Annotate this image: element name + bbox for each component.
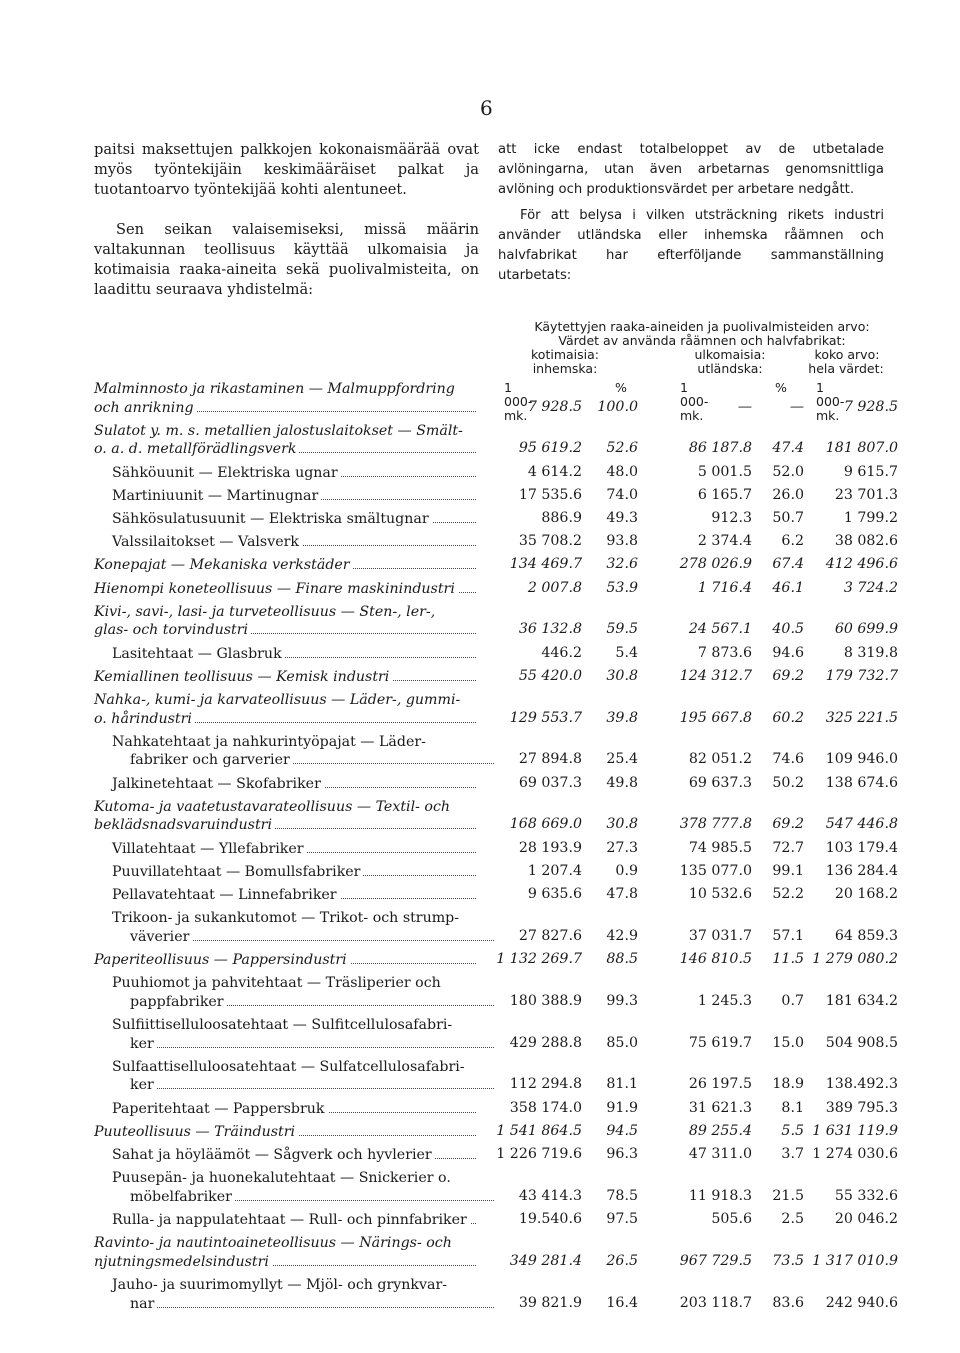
cell-value: 28 193.9 — [518, 839, 582, 856]
cell-value: 179 732.7 — [825, 667, 898, 684]
table-title-sv: Värdet av använda råämnen och halvfabrikat: — [558, 333, 846, 348]
row-label-text: Puuteollisuus — Träindustri — [94, 1124, 298, 1140]
row-label-text: o. a. d. metallförädlingsverk — [94, 441, 299, 457]
cell-value: 6.2 — [781, 533, 804, 550]
row-label-line — [94, 556, 484, 574]
cell-value: 86 187.8 — [688, 440, 752, 457]
row-label-line — [112, 1058, 484, 1076]
cell-value: 25.4 — [606, 751, 638, 768]
cell-value: 55 332.6 — [834, 1187, 898, 1204]
cell-value: 505.6 — [711, 1211, 752, 1227]
cell-value: 52.6 — [606, 440, 638, 457]
cell-value: 31 621.3 — [688, 1099, 752, 1116]
left-intro-text — [94, 140, 479, 300]
cell-value: 1 226 719.6 — [496, 1146, 582, 1162]
row-label-line — [94, 1234, 484, 1252]
cell-value: 47.8 — [606, 886, 638, 902]
cell-value: 72.7 — [772, 839, 804, 856]
cell-value: 378 777.8 — [679, 816, 752, 833]
row-label-line — [130, 751, 502, 769]
cell-value: 358 174.0 — [509, 1099, 582, 1116]
cell-value: 4 614.2 — [527, 463, 582, 480]
row-label-text: Sulfaattiselluloosatehtaat — Sulfatcellulosafabri- — [112, 1059, 468, 1075]
cell-value: 0.9 — [615, 862, 638, 879]
cell-value: 138 674.6 — [825, 774, 898, 791]
cell-value: 88.5 — [606, 951, 638, 967]
row-label-line — [112, 1146, 484, 1164]
cell-value: 42.9 — [606, 927, 638, 944]
row-label-line — [94, 798, 484, 816]
cell-value: 389 795.3 — [825, 1099, 898, 1116]
row-label-line — [112, 645, 484, 663]
cell-value: — — [789, 398, 804, 415]
cell-value: 26.0 — [772, 486, 804, 503]
row-label-line — [130, 1076, 502, 1094]
row-label-line — [112, 1169, 484, 1187]
row-label-line — [94, 1253, 484, 1271]
row-label-text: väverier — [130, 929, 192, 945]
cell-value: 5.4 — [615, 644, 638, 661]
cell-value: 504 908.5 — [825, 1034, 898, 1051]
cell-value: 7 928.5 — [843, 398, 898, 415]
cell-value: 1 317 010.9 — [812, 1252, 898, 1269]
cell-value: 17 535.6 — [518, 486, 582, 503]
row-label-text: Sulatot y. m. s. metallien jalostuslaitokset — Smält- — [94, 423, 466, 439]
left-paragraph-2: Sen seikan valaisemiseksi, missä määrin valtakunnan teollisuus käyttää ulkomaisia ja kotimaisia raaka-aineita sekä puolivalmisteita, on laadittu seuraava yhdistelmä: — [94, 221, 479, 298]
row-label-line — [112, 840, 484, 858]
cell-value: 18.9 — [772, 1076, 804, 1093]
cell-value: 50.2 — [772, 774, 804, 791]
cell-value: 146 810.5 — [679, 951, 752, 967]
row-label-line — [94, 422, 484, 440]
cell-value: 7 928.5 — [527, 398, 582, 415]
row-label-line — [112, 487, 484, 505]
cell-value: 39 821.9 — [518, 1294, 582, 1311]
row-label-line — [130, 993, 502, 1011]
cell-value: 74 985.5 — [688, 839, 752, 856]
row-label-line — [94, 691, 484, 709]
right-intro-text — [498, 140, 884, 286]
unit-pct-2: % — [775, 380, 787, 395]
cell-value: 36 132.8 — [518, 621, 582, 638]
row-label-line — [112, 1016, 484, 1034]
cell-value: 47.4 — [772, 440, 804, 457]
cell-value: 20 168.2 — [834, 886, 898, 902]
row-label-line — [112, 863, 484, 881]
cell-value: 94.5 — [606, 1122, 638, 1139]
row-label-line — [94, 399, 484, 417]
row-label-line — [94, 816, 484, 834]
row-label-text: Malminnosto ja rikastaminen — Malmuppfordring — [94, 381, 458, 397]
cell-value: 30.8 — [606, 667, 638, 684]
cell-value: 8 319.8 — [843, 644, 898, 661]
cell-value: 60 699.9 — [834, 621, 898, 638]
row-label-text: Kemiallinen teollisuus — Kemisk industri — [94, 669, 392, 685]
row-label-text: Ravinto- ja nautintoaineteollisuus — Närings- och — [94, 1235, 455, 1251]
cell-value: 1 631 119.9 — [812, 1122, 898, 1139]
row-label-line — [94, 1123, 484, 1141]
row-label-line — [112, 775, 484, 793]
row-label-text: och anrikning — [94, 400, 197, 416]
cell-value: 103 179.4 — [825, 839, 898, 856]
cell-value: 99.3 — [606, 992, 638, 1009]
cell-value: 168 669.0 — [509, 816, 582, 833]
cell-value: 59.5 — [606, 621, 638, 638]
cell-value: 60.2 — [772, 709, 804, 726]
cell-value: 1 207.4 — [527, 862, 582, 879]
cell-value: 37 031.7 — [688, 927, 752, 944]
row-label-line — [94, 951, 484, 969]
cell-value: 19.540.6 — [518, 1211, 582, 1227]
unit-mk-3: 1 000-mk. — [816, 380, 845, 423]
cell-value: 7 873.6 — [697, 644, 752, 661]
row-label-text: möbelfabriker — [130, 1189, 235, 1205]
row-label-text: Valssilaitokset — Valsverk — [112, 534, 302, 550]
cell-value: 136 284.4 — [825, 862, 898, 879]
cell-value: 24 567.1 — [688, 621, 752, 638]
cell-value: 64 859.3 — [834, 927, 898, 944]
row-label-line — [112, 733, 484, 751]
row-label-line — [130, 1035, 502, 1053]
right-paragraph-1: att icke endast totalbeloppet av de utbetalade avlöningarna, utan även arbetarnas genomsnittliga avlöning och produktionsvärdet per arbetare nedgått. — [498, 142, 884, 197]
cell-value: 83.6 — [772, 1294, 804, 1311]
cell-value: 181 634.2 — [825, 992, 898, 1009]
row-label-text: Martiniuunit — Martinugnar — [112, 488, 321, 504]
page-number: 6 — [480, 96, 493, 120]
row-label-line — [112, 1276, 484, 1294]
row-label-line — [94, 380, 484, 398]
cell-value: 27 894.8 — [518, 751, 582, 768]
unit-mk-1: 1 000-mk. — [504, 380, 533, 423]
row-label-line — [94, 621, 484, 639]
cell-value: 67.4 — [772, 556, 804, 573]
cell-value: 1 279 080.2 — [812, 951, 898, 967]
cell-value: 195 667.8 — [679, 709, 752, 726]
row-label-text: o. hårindustri — [94, 711, 195, 727]
row-label-line — [94, 668, 484, 686]
cell-value: 181 807.0 — [825, 440, 898, 457]
row-label-text: Nahkatehtaat ja nahkurintyöpajat — Läder- — [112, 734, 429, 750]
leader-dots — [130, 1047, 494, 1048]
cell-value: 53.9 — [606, 579, 638, 596]
col-head-hela: hela värdet: — [808, 361, 884, 376]
cell-value: 429 288.8 — [509, 1034, 582, 1051]
row-label-line — [112, 1211, 484, 1229]
row-label-text: Puuvillatehtaat — Bomullsfabriker — [112, 864, 363, 880]
row-label-text: Puusepän- ja huonekalutehtaat — Snickerier o. — [112, 1170, 454, 1186]
row-label-line — [130, 1295, 502, 1313]
col-head-ulkomaisia: ulkomaisia: — [694, 347, 766, 362]
cell-value: 8.1 — [781, 1099, 804, 1116]
cell-value: 138.492.3 — [825, 1076, 898, 1093]
cell-value: 9 615.7 — [843, 463, 898, 480]
row-label-text: Paperiteollisuus — Pappersindustri — [94, 952, 350, 968]
col-head-kotimaisia: kotimaisia: — [531, 347, 599, 362]
cell-value: 32.6 — [606, 556, 638, 573]
cell-value: 27.3 — [606, 839, 638, 856]
cell-value: 1 541 864.5 — [496, 1122, 582, 1139]
cell-value: 30.8 — [606, 816, 638, 833]
cell-value: 135 077.0 — [679, 862, 752, 879]
cell-value: 129 553.7 — [509, 709, 582, 726]
cell-value: 6 165.7 — [697, 486, 752, 503]
row-label-line — [112, 909, 484, 927]
cell-value: 57.1 — [772, 927, 804, 944]
cell-value: 2.5 — [781, 1211, 804, 1227]
cell-value: 1 799.2 — [843, 510, 898, 526]
leader-dots — [130, 1307, 494, 1308]
cell-value: 547 446.8 — [825, 816, 898, 833]
cell-value: 3.7 — [781, 1146, 804, 1162]
row-label-text: Rulla- ja nappulatehtaat — Rull- och pinnfabriker — [112, 1212, 470, 1228]
cell-value: 69 037.3 — [518, 774, 582, 791]
row-label-text: pappfabriker — [130, 994, 227, 1010]
left-paragraph-1: paitsi maksettujen palkkojen kokonaismäärää ovat myös työntekijäin keskimääräiset palkat ja tuotantoarvo työntekijää kohti alentuneet. — [94, 141, 479, 198]
row-label-text: Puuhiomot ja pahvitehtaat — Träsliperier och — [112, 975, 444, 991]
cell-value: 23 701.3 — [834, 486, 898, 503]
row-label-text: Jalkinetehtaat — Skofabriker — [112, 776, 324, 792]
row-label-line — [130, 928, 502, 946]
cell-value: 11.5 — [772, 951, 804, 967]
cell-value: 74.6 — [772, 751, 804, 768]
cell-value: 27 827.6 — [518, 927, 582, 944]
row-label-line — [112, 533, 484, 551]
cell-value: 52.0 — [772, 463, 804, 480]
row-label-text: fabriker och garverier — [130, 752, 293, 768]
cell-value: — — [737, 398, 752, 415]
cell-value: 349 281.4 — [509, 1252, 582, 1269]
row-label-line — [112, 974, 484, 992]
row-label-text: glas- och torvindustri — [94, 622, 251, 638]
cell-value: 16.4 — [606, 1294, 638, 1311]
cell-value: 50.7 — [772, 510, 804, 526]
cell-value: 109 946.0 — [825, 751, 898, 768]
row-label-text: Trikoon- ja sukankutomot — Trikot- och strump- — [112, 910, 462, 926]
cell-value: 43 414.3 — [518, 1187, 582, 1204]
cell-value: 35 708.2 — [518, 533, 582, 550]
row-label-line — [94, 580, 484, 598]
cell-value: 73.5 — [772, 1252, 804, 1269]
row-label-line — [112, 464, 484, 482]
cell-value: 89 255.4 — [688, 1122, 752, 1139]
cell-value: 69 637.3 — [688, 774, 752, 791]
cell-value: 2 007.8 — [527, 579, 582, 596]
cell-value: 99.1 — [772, 862, 804, 879]
cell-value: 26 197.5 — [688, 1076, 752, 1093]
col-head-utlandska: utländska: — [697, 361, 763, 376]
row-label-text: nar — [130, 1296, 157, 1312]
cell-value: 94.6 — [772, 644, 804, 661]
cell-value: 100.0 — [597, 398, 638, 415]
row-label-line — [94, 440, 484, 458]
row-label-text: Sulfiittiselluloosatehtaat — Sulfitcellulosafabri- — [112, 1017, 455, 1033]
cell-value: 886.9 — [541, 510, 582, 526]
row-label-line — [112, 1100, 484, 1118]
right-paragraph-2: För att belysa i vilken utsträckning rikets industri använder utländska eller inhemska råämnen och halvfabrikat har efterföljande sammanställning utarbetats: — [498, 208, 884, 283]
cell-value: 49.8 — [606, 774, 638, 791]
cell-value: 967 729.5 — [679, 1252, 752, 1269]
col-head-inhemska: inhemska: — [532, 361, 598, 376]
cell-value: 446.2 — [541, 644, 582, 661]
row-label-text: Pellavatehtaat — Linnefabriker — [112, 887, 340, 903]
cell-value: 74.0 — [606, 486, 638, 503]
cell-value: 1 716.4 — [697, 579, 752, 596]
cell-value: 134 469.7 — [509, 556, 582, 573]
table-title-fi: Käytettyjen raaka-aineiden ja puolivalmisteiden arvo: — [534, 319, 870, 334]
cell-value: 180 388.9 — [509, 992, 582, 1009]
cell-value: 203 118.7 — [679, 1294, 752, 1311]
cell-value: 11 918.3 — [688, 1187, 752, 1204]
cell-value: 1 274 030.6 — [812, 1146, 898, 1162]
unit-pct-1: % — [615, 380, 627, 395]
row-label-line — [112, 886, 484, 904]
cell-value: 0.7 — [781, 992, 804, 1009]
cell-value: 9 635.6 — [527, 886, 582, 902]
cell-value: 3 724.2 — [843, 579, 898, 596]
cell-value: 1 132 269.7 — [496, 951, 582, 967]
row-label-text: Kutoma- ja vaatetustavarateollisuus — Textil- och — [94, 799, 453, 815]
cell-value: 95 619.2 — [518, 440, 582, 457]
cell-value: 10 532.6 — [688, 886, 752, 902]
row-label-text: beklädsnadsvaruindustri — [94, 817, 275, 833]
row-label-text: Konepajat — Mekaniska verkstäder — [94, 557, 353, 573]
row-label-text: Kivi-, savi-, lasi- ja turveteollisuus — Sten-, ler-, — [94, 604, 438, 620]
cell-value: 124 312.7 — [679, 667, 752, 684]
cell-value: 112 294.8 — [509, 1076, 582, 1093]
cell-value: 242 940.6 — [825, 1294, 898, 1311]
cell-value: 325 221.5 — [825, 709, 898, 726]
cell-value: 39.8 — [606, 709, 638, 726]
row-label-text: njutningsmedelsindustri — [94, 1254, 272, 1270]
row-label-text: Lasitehtaat — Glasbruk — [112, 646, 285, 662]
cell-value: 912.3 — [711, 510, 752, 526]
cell-value: 91.9 — [606, 1099, 638, 1116]
cell-value: 48.0 — [606, 463, 638, 480]
cell-value: 78.5 — [606, 1187, 638, 1204]
row-label-text: Villatehtaat — Yllefabriker — [112, 841, 307, 857]
cell-value: 21.5 — [772, 1187, 804, 1204]
row-label-text: Paperitehtaat — Pappersbruk — [112, 1101, 328, 1117]
cell-value: 278 026.9 — [679, 556, 752, 573]
row-label-line — [112, 510, 484, 528]
cell-value: 69.2 — [772, 816, 804, 833]
cell-value: 97.5 — [606, 1211, 638, 1227]
row-label-text: ker — [130, 1036, 157, 1052]
cell-value: 49.3 — [606, 510, 638, 526]
cell-value: 47 311.0 — [688, 1146, 752, 1162]
cell-value: 40.5 — [772, 621, 804, 638]
cell-value: 26.5 — [606, 1252, 638, 1269]
cell-value: 81.1 — [606, 1076, 638, 1093]
row-label-text: Hienompi koneteollisuus — Finare maskinindustri — [94, 581, 458, 597]
unit-mk-2: 1 000-mk. — [680, 380, 709, 423]
cell-value: 69.2 — [772, 667, 804, 684]
cell-value: 55 420.0 — [518, 667, 582, 684]
row-label-line — [94, 603, 484, 621]
cell-value: 82 051.2 — [688, 751, 752, 768]
cell-value: 2 374.4 — [697, 533, 752, 550]
row-label-text: Sähköuunit — Elektriska ugnar — [112, 465, 341, 481]
cell-value: 46.1 — [772, 579, 804, 596]
cell-value: 20 046.2 — [834, 1211, 898, 1227]
cell-value: 5 001.5 — [697, 463, 752, 480]
cell-value: 15.0 — [772, 1034, 804, 1051]
cell-value: 93.8 — [606, 533, 638, 550]
cell-value: 412 496.6 — [825, 556, 898, 573]
row-label-text: Jauho- ja suurimomyllyt — Mjöl- och grynkvar- — [112, 1277, 450, 1293]
row-label-line — [130, 1188, 502, 1206]
row-label-line — [94, 710, 484, 728]
row-label-text: Sahat ja höyläämöt — Sågverk och hyvlerier — [112, 1147, 435, 1163]
leader-dots — [130, 1088, 494, 1089]
cell-value: 75 619.7 — [688, 1034, 752, 1051]
col-head-koko: koko arvo: — [814, 347, 880, 362]
cell-value: 85.0 — [606, 1034, 638, 1051]
cell-value: 1 245.3 — [697, 992, 752, 1009]
row-label-text: Nahka-, kumi- ja karvateollisuus — Läder-, gummi- — [94, 692, 463, 708]
row-label-text: ker — [130, 1077, 157, 1093]
cell-value: 96.3 — [606, 1146, 638, 1162]
cell-value: 5.5 — [781, 1122, 804, 1139]
cell-value: 52.2 — [772, 886, 804, 902]
row-label-text: Sähkösulatusuunit — Elektriska smältugnar — [112, 511, 432, 527]
cell-value: 38 082.6 — [834, 533, 898, 550]
